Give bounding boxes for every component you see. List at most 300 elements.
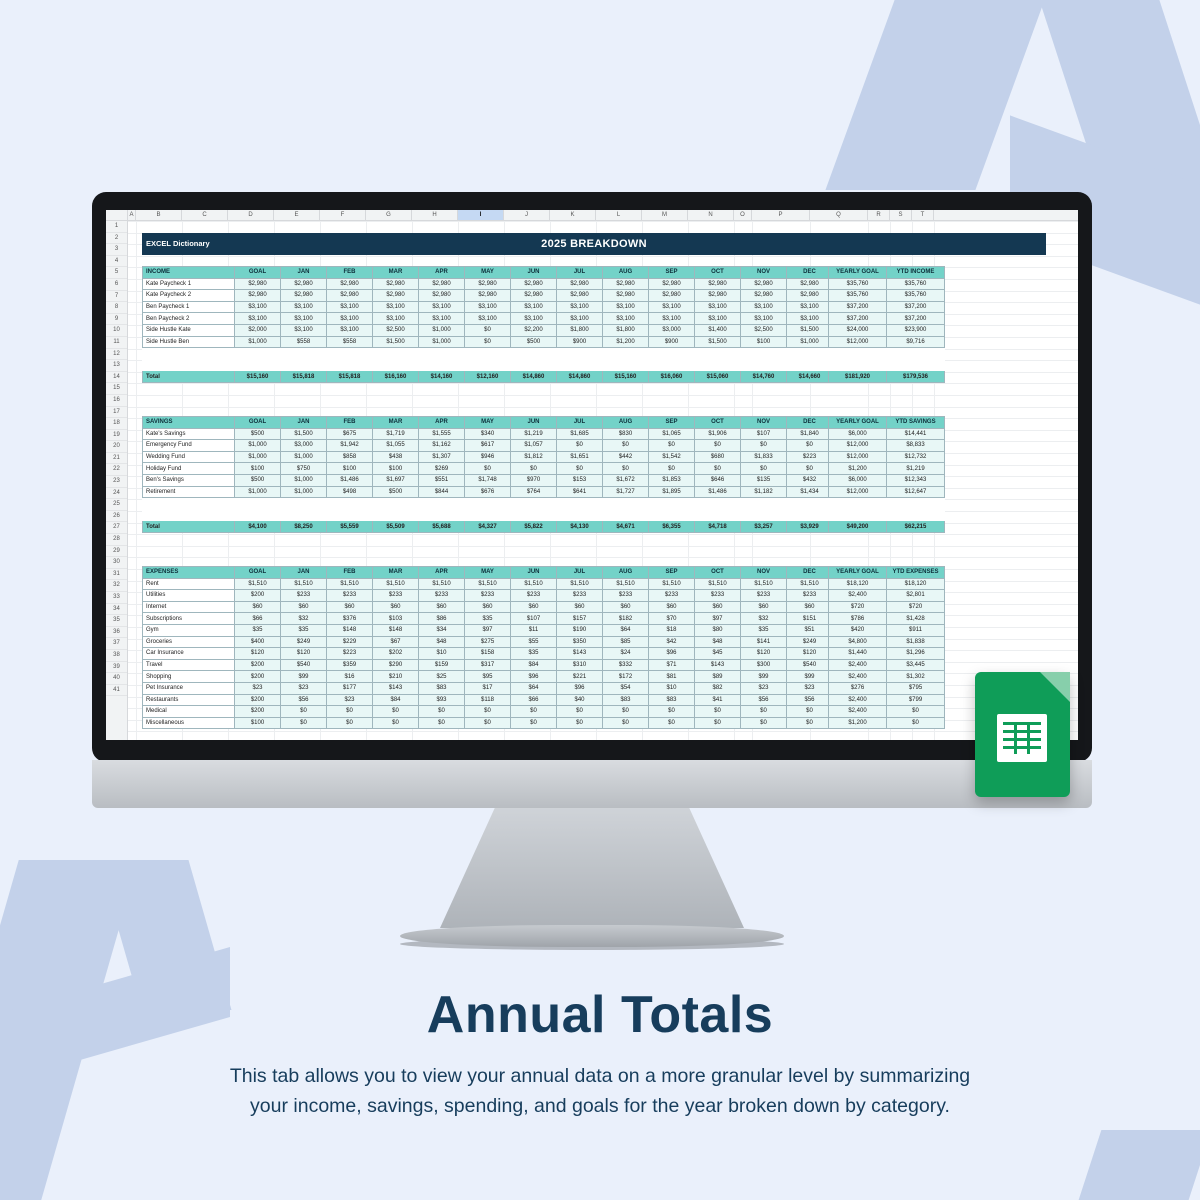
summary-value[interactable]: $35,760 <box>829 278 887 290</box>
summary-value[interactable]: $786 <box>829 613 887 625</box>
cell-value[interactable]: $1,500 <box>695 336 741 348</box>
cell-value[interactable]: $10 <box>419 648 465 660</box>
cell-value[interactable]: $0 <box>511 717 557 729</box>
cell-value[interactable]: $153 <box>557 474 603 486</box>
cell-value[interactable]: $35 <box>511 648 557 660</box>
table-row[interactable] <box>143 324 833 336</box>
cell-value[interactable]: $1,000 <box>235 486 281 498</box>
summary-row[interactable] <box>829 578 945 590</box>
cell-value[interactable]: $202 <box>373 648 419 660</box>
cell-value[interactable]: $51 <box>787 624 833 636</box>
summary-value[interactable]: $2,400 <box>829 659 887 671</box>
cell-value[interactable]: $23 <box>787 682 833 694</box>
cell-value[interactable]: $233 <box>511 590 557 602</box>
row-header-21[interactable]: 21 <box>106 453 127 465</box>
cell-value[interactable]: $1,685 <box>557 428 603 440</box>
cell-value[interactable]: $2,980 <box>695 278 741 290</box>
summary-row[interactable] <box>829 717 945 729</box>
cell-value[interactable]: $0 <box>373 717 419 729</box>
cell-value[interactable]: $0 <box>603 463 649 475</box>
cell-value[interactable]: $2,980 <box>649 290 695 302</box>
column-header-r[interactable]: R <box>868 210 890 220</box>
cell-value[interactable]: $35 <box>741 624 787 636</box>
cell-value[interactable]: $60 <box>741 601 787 613</box>
cell-value[interactable]: $350 <box>557 636 603 648</box>
cell-value[interactable]: $1,162 <box>419 440 465 452</box>
cell-value[interactable]: $675 <box>327 428 373 440</box>
summary-value[interactable]: $1,296 <box>887 648 945 660</box>
cell-value[interactable]: $67 <box>373 636 419 648</box>
cell-value[interactable]: $1,000 <box>787 336 833 348</box>
cell-value[interactable]: $376 <box>327 613 373 625</box>
cell-value[interactable]: $23 <box>327 694 373 706</box>
cell-value[interactable]: $1,651 <box>557 451 603 463</box>
cell-value[interactable]: $844 <box>419 486 465 498</box>
row-header-17[interactable]: 17 <box>106 407 127 419</box>
cell-value[interactable]: $1,800 <box>603 324 649 336</box>
cell-value[interactable]: $1,400 <box>695 324 741 336</box>
cell-value[interactable]: $2,200 <box>511 324 557 336</box>
cell-value[interactable]: $84 <box>511 659 557 671</box>
cell-value[interactable]: $60 <box>787 601 833 613</box>
cell-value[interactable]: $0 <box>741 706 787 718</box>
cell-value[interactable]: $0 <box>603 706 649 718</box>
cell-value[interactable]: $120 <box>787 648 833 660</box>
cell-value[interactable]: $3,100 <box>557 313 603 325</box>
cell-value[interactable]: $48 <box>695 636 741 648</box>
cell-value[interactable]: $3,100 <box>465 313 511 325</box>
row-header-37[interactable]: 37 <box>106 638 127 650</box>
cell-value[interactable]: $1,800 <box>557 324 603 336</box>
cell-value[interactable]: $500 <box>235 428 281 440</box>
cell-value[interactable]: $2,980 <box>603 278 649 290</box>
cell-value[interactable]: $2,980 <box>511 290 557 302</box>
cell-value[interactable]: $500 <box>511 336 557 348</box>
table-row[interactable] <box>143 578 833 590</box>
cell-value[interactable]: $2,980 <box>741 278 787 290</box>
table-row[interactable] <box>143 474 833 486</box>
cell-value[interactable]: $1,000 <box>235 336 281 348</box>
cell-value[interactable]: $64 <box>511 682 557 694</box>
summary-value[interactable]: $18,120 <box>887 578 945 590</box>
cell-value[interactable]: $438 <box>373 451 419 463</box>
cell-value[interactable]: $1,000 <box>419 324 465 336</box>
cell-value[interactable]: $41 <box>695 694 741 706</box>
cell-value[interactable]: $3,100 <box>235 313 281 325</box>
cell-value[interactable]: $0 <box>465 717 511 729</box>
cell-value[interactable]: $233 <box>787 590 833 602</box>
cell-value[interactable]: $182 <box>603 613 649 625</box>
summary-value[interactable]: $0 <box>887 706 945 718</box>
cell-value[interactable]: $55 <box>511 636 557 648</box>
cell-value[interactable]: $64 <box>603 624 649 636</box>
cell-value[interactable]: $1,182 <box>741 486 787 498</box>
cell-value[interactable]: $0 <box>787 440 833 452</box>
cell-value[interactable]: $3,100 <box>695 301 741 313</box>
cell-value[interactable]: $3,100 <box>419 313 465 325</box>
summary-row[interactable] <box>829 463 945 475</box>
summary-value[interactable]: $911 <box>887 624 945 636</box>
cell-value[interactable]: $1,500 <box>373 336 419 348</box>
summary-row[interactable] <box>829 694 945 706</box>
cell-value[interactable]: $3,100 <box>511 301 557 313</box>
cell-value[interactable]: $1,510 <box>281 578 327 590</box>
cell-value[interactable]: $1,307 <box>419 451 465 463</box>
cell-value[interactable]: $3,100 <box>649 313 695 325</box>
row-header-24[interactable]: 24 <box>106 488 127 500</box>
summary-value[interactable]: $6,000 <box>829 474 887 486</box>
cell-value[interactable]: $60 <box>281 601 327 613</box>
cell-value[interactable]: $141 <box>741 636 787 648</box>
cell-value[interactable]: $0 <box>373 706 419 718</box>
cell-value[interactable]: $83 <box>603 694 649 706</box>
cell-value[interactable]: $60 <box>557 601 603 613</box>
row-header-23[interactable]: 23 <box>106 476 127 488</box>
spreadsheet[interactable] <box>106 210 1078 740</box>
cell-value[interactable]: $1,055 <box>373 440 419 452</box>
cell-value[interactable]: $3,100 <box>281 324 327 336</box>
summary-value[interactable]: $720 <box>829 601 887 613</box>
summary-value[interactable]: $12,343 <box>887 474 945 486</box>
cell-value[interactable]: $0 <box>741 440 787 452</box>
table-row[interactable] <box>143 590 833 602</box>
cell-value[interactable]: $1,833 <box>741 451 787 463</box>
cell-value[interactable]: $82 <box>695 682 741 694</box>
column-header-o[interactable]: O <box>734 210 752 220</box>
cell-value[interactable]: $0 <box>557 440 603 452</box>
cell-value[interactable]: $2,980 <box>649 278 695 290</box>
cell-value[interactable]: $85 <box>603 636 649 648</box>
cell-value[interactable]: $2,980 <box>465 290 511 302</box>
cell-value[interactable]: $3,100 <box>281 313 327 325</box>
cell-value[interactable]: $1,510 <box>511 578 557 590</box>
cell-value[interactable]: $946 <box>465 451 511 463</box>
cell-value[interactable]: $1,510 <box>419 578 465 590</box>
cell-value[interactable]: $400 <box>235 636 281 648</box>
cell-value[interactable]: $120 <box>741 648 787 660</box>
cell-value[interactable]: $97 <box>695 613 741 625</box>
cell-value[interactable]: $2,980 <box>373 278 419 290</box>
summary-row[interactable] <box>829 590 945 602</box>
cell-value[interactable]: $3,100 <box>281 301 327 313</box>
cell-value[interactable]: $1,895 <box>649 486 695 498</box>
row-header-3[interactable]: 3 <box>106 244 127 256</box>
table-row[interactable] <box>143 682 833 694</box>
table-row[interactable] <box>143 694 833 706</box>
cell-value[interactable]: $223 <box>787 451 833 463</box>
cell-value[interactable]: $60 <box>465 601 511 613</box>
cell-value[interactable]: $970 <box>511 474 557 486</box>
summary-row[interactable] <box>829 659 945 671</box>
table-row[interactable] <box>143 671 833 683</box>
cell-value[interactable]: $60 <box>511 601 557 613</box>
cell-value[interactable]: $60 <box>649 601 695 613</box>
cell-value[interactable]: $229 <box>327 636 373 648</box>
row-header-2[interactable]: 2 <box>106 233 127 245</box>
summary-value[interactable]: $23,900 <box>887 324 945 336</box>
summary-row[interactable] <box>829 613 945 625</box>
cell-value[interactable]: $1,510 <box>557 578 603 590</box>
cell-value[interactable]: $1,500 <box>787 324 833 336</box>
cell-value[interactable]: $0 <box>787 463 833 475</box>
summary-value[interactable]: $2,400 <box>829 694 887 706</box>
cell-value[interactable]: $97 <box>465 624 511 636</box>
cell-value[interactable]: $0 <box>557 717 603 729</box>
cell-value[interactable]: $190 <box>557 624 603 636</box>
cell-value[interactable]: $233 <box>741 590 787 602</box>
table-row[interactable] <box>143 624 833 636</box>
cell-value[interactable]: $558 <box>281 336 327 348</box>
summary-value[interactable]: $35,760 <box>829 290 887 302</box>
summary-row[interactable] <box>829 671 945 683</box>
cell-value[interactable]: $2,000 <box>235 324 281 336</box>
cell-value[interactable]: $45 <box>695 648 741 660</box>
cell-value[interactable]: $3,100 <box>373 313 419 325</box>
cell-value[interactable]: $233 <box>557 590 603 602</box>
cell-value[interactable]: $2,980 <box>281 278 327 290</box>
cell-value[interactable]: $10 <box>649 682 695 694</box>
cell-value[interactable]: $83 <box>419 682 465 694</box>
table-row[interactable] <box>143 613 833 625</box>
cell-value[interactable]: $66 <box>235 613 281 625</box>
column-header-l[interactable]: L <box>596 210 642 220</box>
row-header-15[interactable]: 15 <box>106 383 127 395</box>
summary-value[interactable]: $12,000 <box>829 336 887 348</box>
cell-value[interactable]: $95 <box>465 671 511 683</box>
cell-value[interactable]: $223 <box>327 648 373 660</box>
cell-value[interactable]: $641 <box>557 486 603 498</box>
cell-value[interactable]: $1,486 <box>695 486 741 498</box>
cell-value[interactable]: $1,719 <box>373 428 419 440</box>
cell-value[interactable]: $233 <box>281 590 327 602</box>
cell-value[interactable]: $148 <box>327 624 373 636</box>
cell-value[interactable]: $200 <box>235 590 281 602</box>
row-header-7[interactable]: 7 <box>106 291 127 303</box>
cell-value[interactable]: $200 <box>235 706 281 718</box>
cell-value[interactable]: $3,100 <box>465 301 511 313</box>
cell-value[interactable]: $0 <box>465 324 511 336</box>
cell-value[interactable]: $107 <box>741 428 787 440</box>
cell-value[interactable]: $2,500 <box>741 324 787 336</box>
cell-value[interactable]: $60 <box>235 601 281 613</box>
summary-value[interactable]: $8,833 <box>887 440 945 452</box>
cell-value[interactable]: $900 <box>557 336 603 348</box>
cell-value[interactable]: $60 <box>327 601 373 613</box>
summary-value[interactable]: $420 <box>829 624 887 636</box>
cell-value[interactable]: $177 <box>327 682 373 694</box>
cell-value[interactable]: $359 <box>327 659 373 671</box>
cell-value[interactable]: $0 <box>695 717 741 729</box>
cell-value[interactable]: $2,980 <box>787 278 833 290</box>
cell-value[interactable]: $157 <box>557 613 603 625</box>
column-header-d[interactable]: D <box>228 210 274 220</box>
column-header-f[interactable]: F <box>320 210 366 220</box>
cell-value[interactable]: $1,812 <box>511 451 557 463</box>
summary-value[interactable]: $1,428 <box>887 613 945 625</box>
cell-value[interactable]: $2,980 <box>281 290 327 302</box>
summary-value[interactable]: $12,000 <box>829 451 887 463</box>
cell-value[interactable]: $442 <box>603 451 649 463</box>
select-all-corner[interactable] <box>106 210 128 220</box>
summary-value[interactable]: $37,200 <box>887 313 945 325</box>
cell-value[interactable]: $1,057 <box>511 440 557 452</box>
cell-value[interactable]: $2,980 <box>695 290 741 302</box>
grid-area[interactable] <box>128 221 1078 740</box>
column-header-p[interactable]: P <box>752 210 810 220</box>
summary-row[interactable] <box>829 440 945 452</box>
summary-row[interactable] <box>829 636 945 648</box>
cell-value[interactable]: $60 <box>373 601 419 613</box>
cell-value[interactable]: $3,100 <box>327 301 373 313</box>
summary-value[interactable]: $37,200 <box>829 313 887 325</box>
cell-value[interactable]: $1,000 <box>419 336 465 348</box>
cell-value[interactable]: $676 <box>465 486 511 498</box>
cell-value[interactable]: $3,100 <box>373 301 419 313</box>
row-header-14[interactable]: 14 <box>106 372 127 384</box>
cell-value[interactable]: $11 <box>511 624 557 636</box>
cell-value[interactable]: $432 <box>787 474 833 486</box>
summary-value[interactable]: $2,400 <box>829 706 887 718</box>
summary-value[interactable]: $2,400 <box>829 671 887 683</box>
cell-value[interactable]: $143 <box>557 648 603 660</box>
row-header-26[interactable]: 26 <box>106 511 127 523</box>
table-row[interactable] <box>143 428 833 440</box>
column-headers[interactable] <box>106 210 1078 221</box>
cell-value[interactable]: $120 <box>235 648 281 660</box>
summary-value[interactable]: $14,441 <box>887 428 945 440</box>
cell-value[interactable]: $100 <box>741 336 787 348</box>
cell-value[interactable]: $1,200 <box>603 336 649 348</box>
column-header-c[interactable]: C <box>182 210 228 220</box>
cell-value[interactable]: $332 <box>603 659 649 671</box>
row-header-6[interactable]: 6 <box>106 279 127 291</box>
row-header-33[interactable]: 33 <box>106 592 127 604</box>
row-header-31[interactable]: 31 <box>106 569 127 581</box>
summary-row[interactable] <box>829 313 945 325</box>
row-header-5[interactable]: 5 <box>106 267 127 279</box>
cell-value[interactable]: $60 <box>603 601 649 613</box>
summary-value[interactable]: $1,838 <box>887 636 945 648</box>
expenses-table[interactable] <box>142 566 833 729</box>
cell-value[interactable]: $1,486 <box>327 474 373 486</box>
cell-value[interactable]: $120 <box>281 648 327 660</box>
summary-value[interactable]: $720 <box>887 601 945 613</box>
cell-value[interactable]: $83 <box>649 694 695 706</box>
cell-value[interactable]: $2,980 <box>557 290 603 302</box>
cell-value[interactable]: $3,100 <box>603 313 649 325</box>
row-header-40[interactable]: 40 <box>106 673 127 685</box>
column-header-a[interactable]: A <box>128 210 136 220</box>
cell-value[interactable]: $81 <box>649 671 695 683</box>
cell-value[interactable]: $80 <box>695 624 741 636</box>
cell-value[interactable]: $0 <box>327 717 373 729</box>
cell-value[interactable]: $275 <box>465 636 511 648</box>
cell-value[interactable]: $1,542 <box>649 451 695 463</box>
summary-row[interactable] <box>829 474 945 486</box>
cell-value[interactable]: $70 <box>649 613 695 625</box>
summary-value[interactable]: $1,302 <box>887 671 945 683</box>
column-header-t[interactable]: T <box>912 210 934 220</box>
cell-value[interactable]: $2,980 <box>603 290 649 302</box>
cell-value[interactable]: $617 <box>465 440 511 452</box>
cell-value[interactable]: $3,100 <box>649 301 695 313</box>
cell-value[interactable]: $300 <box>741 659 787 671</box>
cell-value[interactable]: $100 <box>327 463 373 475</box>
cell-value[interactable]: $1,555 <box>419 428 465 440</box>
row-header-41[interactable]: 41 <box>106 685 127 697</box>
cell-value[interactable]: $680 <box>695 451 741 463</box>
cell-value[interactable]: $100 <box>235 463 281 475</box>
summary-value[interactable]: $2,801 <box>887 590 945 602</box>
expenses-summary-table[interactable] <box>828 566 945 729</box>
cell-value[interactable]: $54 <box>603 682 649 694</box>
cell-value[interactable]: $2,980 <box>511 278 557 290</box>
row-header-10[interactable]: 10 <box>106 325 127 337</box>
cell-value[interactable]: $500 <box>235 474 281 486</box>
table-row[interactable] <box>143 601 833 613</box>
cell-value[interactable]: $233 <box>649 590 695 602</box>
cell-value[interactable]: $233 <box>373 590 419 602</box>
cell-value[interactable]: $1,510 <box>327 578 373 590</box>
cell-value[interactable]: $900 <box>649 336 695 348</box>
cell-value[interactable]: $1,434 <box>787 486 833 498</box>
cell-value[interactable]: $3,100 <box>695 313 741 325</box>
cell-value[interactable]: $233 <box>603 590 649 602</box>
cell-value[interactable]: $56 <box>281 694 327 706</box>
row-header-11[interactable]: 11 <box>106 337 127 349</box>
cell-value[interactable]: $0 <box>465 336 511 348</box>
row-header-16[interactable]: 16 <box>106 395 127 407</box>
cell-value[interactable]: $0 <box>281 717 327 729</box>
row-header-34[interactable]: 34 <box>106 604 127 616</box>
cell-value[interactable]: $2,980 <box>235 290 281 302</box>
cell-value[interactable]: $86 <box>419 613 465 625</box>
cell-value[interactable]: $0 <box>557 706 603 718</box>
summary-value[interactable]: $35,760 <box>887 278 945 290</box>
row-header-1[interactable]: 1 <box>106 221 127 233</box>
summary-value[interactable]: $37,200 <box>887 301 945 313</box>
cell-value[interactable]: $2,500 <box>373 324 419 336</box>
cell-value[interactable]: $200 <box>235 694 281 706</box>
summary-value[interactable]: $12,647 <box>887 486 945 498</box>
cell-value[interactable]: $56 <box>787 694 833 706</box>
cell-value[interactable]: $151 <box>787 613 833 625</box>
cell-value[interactable]: $35 <box>281 624 327 636</box>
cell-value[interactable]: $2,980 <box>373 290 419 302</box>
cell-value[interactable]: $3,000 <box>281 440 327 452</box>
summary-row[interactable] <box>829 428 945 440</box>
cell-value[interactable]: $1,697 <box>373 474 419 486</box>
cell-value[interactable]: $1,748 <box>465 474 511 486</box>
cell-value[interactable]: $0 <box>557 463 603 475</box>
cell-value[interactable]: $2,980 <box>557 278 603 290</box>
table-row[interactable] <box>143 463 833 475</box>
cell-value[interactable]: $249 <box>787 636 833 648</box>
cell-value[interactable]: $2,980 <box>419 290 465 302</box>
cell-value[interactable]: $89 <box>695 671 741 683</box>
cell-value[interactable]: $1,510 <box>603 578 649 590</box>
cell-value[interactable]: $100 <box>373 463 419 475</box>
cell-value[interactable]: $3,100 <box>741 301 787 313</box>
column-header-b[interactable]: B <box>136 210 182 220</box>
summary-row[interactable] <box>829 278 945 290</box>
cell-value[interactable]: $32 <box>281 613 327 625</box>
cell-value[interactable]: $3,100 <box>741 313 787 325</box>
row-header-4[interactable]: 4 <box>106 256 127 268</box>
cell-value[interactable]: $0 <box>511 706 557 718</box>
table-row[interactable] <box>143 313 833 325</box>
cell-value[interactable]: $1,500 <box>281 428 327 440</box>
